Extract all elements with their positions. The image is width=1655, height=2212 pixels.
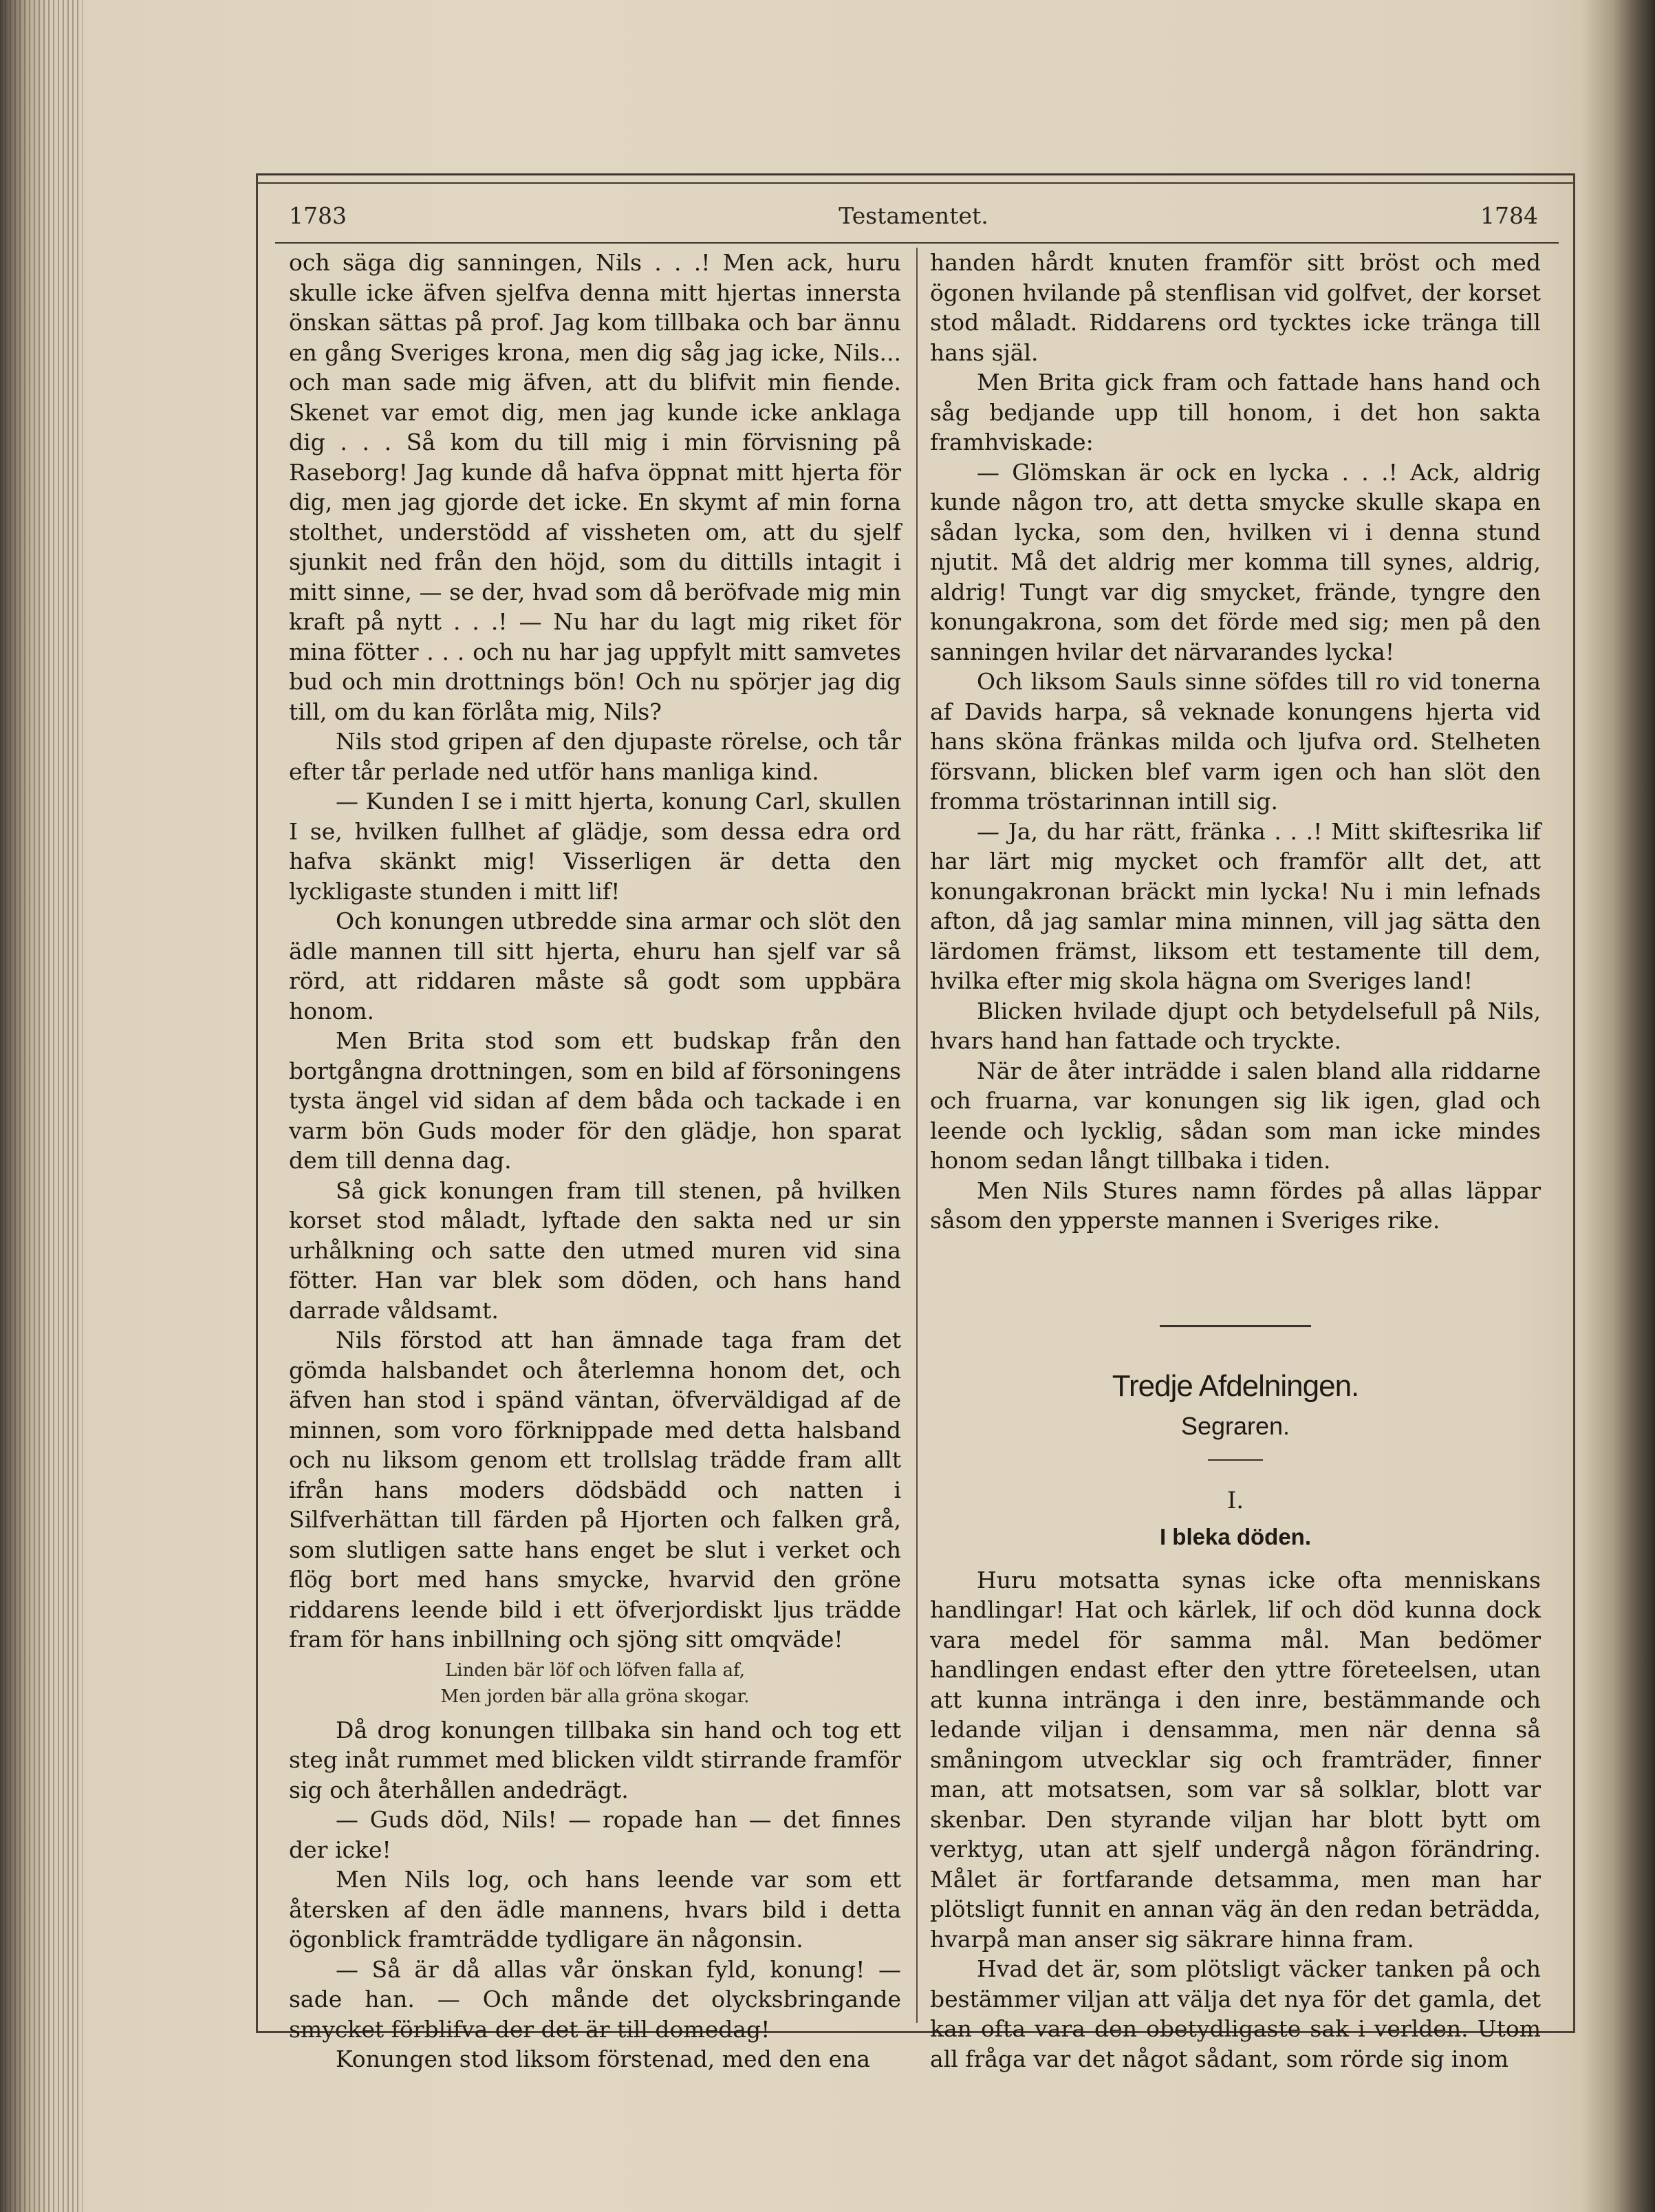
right-column (930, 248, 1541, 2072)
paragraph: Konungen stod liksom förstenad, med den ena (336, 2045, 871, 2072)
paragraph: Huru motsatta synas icke ofta menniskans handlingar! Hat och kärlek, lif och död kunna dock vara medel för samma mål. Man bedömer handlingen endast efter den yttre företeelsen, utan att kunna intränga i den inre, bestämmande och ledande viljan i densamma, men när denna så småningom utvecklar sig och framträder, finner man, att motsatsen, som var så solklar, blott var skenbar. Den styrande viljan har blott bytt om verktyg, utan att sjelf undergå någon förändring. Målet är fortfarande detsamma, men man har plötsligt funnit en annan väg än den redan beträdda, hvarpå man anser sig säkrare hinna fram. (930, 1566, 1541, 1953)
paragraph: Och konungen utbredde sina armar och slöt den ädle mannen till sitt hjerta, ehuru han sjelf var så rörd, att riddaren måste så godt som uppbära honom. (289, 908, 901, 1024)
paragraph: Blicken hvilade djupt och betydelsefull på Nils, hvars hand han fattade och tryckte. (930, 997, 1541, 1054)
paragraph: — Ja, du har rätt, fränka . . .! Mitt skiftesrika lif har lärt mig mycket och framför allt det, att konungakronan bräckt min lycka! Nu i min lefnads afton, då jag samlar mina minnen, vill jag sätta den lärdomen främst, liksom ett testamente till dem, hvilka efter mig skola hägna om Sveriges land! (930, 817, 1541, 994)
header-rule (275, 242, 1559, 244)
paragraph: — Så är då allas vår önskan fyld, konung! — sade han. — Och månde det olycksbringande smycket förblifva der det är till domedag! (289, 1955, 901, 2043)
paragraph: — Guds död, Nils! — ropade han — det finnes der icke! (289, 1806, 901, 1863)
paragraph: När de åter inträdde i salen bland alla riddarne och fruarna, var konungen sig lik igen, glad och leende och lycklig, sådan som man icke mindes honom sedan långt tillbaka i tiden. (930, 1057, 1541, 1174)
paragraph: Men Nils log, och hans leende var som ett återsken af den ädle mannens, hvars bild i detta ögonblick framträdde tydligare än någonsin. (289, 1866, 901, 1953)
column-divider (916, 248, 918, 2023)
short-separator-rule (1208, 1459, 1263, 1461)
paragraph: Och liksom Sauls sinne söfdes till ro vid tonerna af Davids harpa, så veknade konungens hjerta vid hans sköna fränkas milda och ljufva ord. Stelheten försvann, blicken blef varm igen och han slöt den fromma tröstarinnan intill sig. (930, 668, 1541, 815)
section-subtitle: Segraren. (1180, 1411, 1290, 1440)
paragraph: Då drog konungen tillbaka sin hand och tog ett steg inåt rummet med blicken vildt stirrande framför sig och återhållen andedrägt. (289, 1716, 901, 1803)
section-separator-rule (1160, 1325, 1311, 1327)
paragraph: Nils stod gripen af den djupaste rörelse, och tår efter tår perlade ned utför hans manliga kind. (289, 728, 901, 785)
paragraph: Så gick konungen fram till stenen, på hvilken korset stod måladt, lyftade den sakta ned ur sin urhålkning och satte den utmed muren vid sina fötter. Han var blek som döden, och hans hand darrade våldsamt. (289, 1177, 901, 1324)
paragraph: handen hårdt knuten framför sitt bröst och med ögonen hvilande på stenflisan vid golfvet, der korset stod måladt. Riddarens ord tycktes icke tränga till hans själ. (930, 249, 1541, 366)
left-column (289, 248, 901, 2072)
paragraph: och säga dig sanningen, Nils . . .! Men ack, huru skulle icke äfven sjelfva denna mitt hjertas innersta önskan sättas på prof. Jag kom tillbaka och bar ännu en gång Sveriges krona, men dig såg jag icke, Nils... och man sade mig äfven, att du blifvit min fiende. Skenet var emot dig, men jag kunde icke anklaga dig . . . Så kom du till mig i min förvisning på Raseborg! Jag kunde då hafva öppnat mitt hjerta för dig, men jag gjorde det icke. En skymt af min forna stolthet, understödd af vissheten om, att du sjelf sjunkit ned från den höjd, som du dittills intagit i mitt sinne, — se der, hvad som då beröfvade mig min kraft på nytt . . .! — Nu har du lagt mig riket för mina fötter . . . och nu har jag uppfylt mitt samvetes bud och min drottnings bön! Och nu spörjer jag dig till, om du kan förlåta mig, Nils? (289, 249, 901, 725)
paragraph: Hvad det är, som plötsligt väcker tanken på och bestämmer viljan att välja det nya för det gamla, det kan ofta vara den obetydligaste sak i verlden. Utom all fråga var det något sådant, som rörde sig inom (930, 1955, 1541, 2072)
running-title: Testamentet. (839, 202, 988, 229)
left-page-number: 1783 (289, 202, 347, 229)
section-title: Tredje Afdelningen. (1112, 1368, 1359, 1403)
paragraph: Men Nils Stures namn fördes på allas läppar såsom den ypperste mannen i Sveriges rike. (930, 1177, 1541, 1234)
paragraph: Men Brita gick fram och fattade hans hand och såg bedjande upp till honom, i det hon sakta framhviskade: (930, 369, 1541, 455)
chapter-title: I bleka döden. (1159, 1523, 1312, 1549)
paragraph: — Kunden I se i mitt hjerta, konung Carl, skullen I se, hvilken fullhet af glädje, som dessa edra ord hafva skänkt mig! Visserligen är detta den lyckligaste stunden i mitt lif! (289, 788, 901, 905)
chapter-number: I. (1226, 1486, 1244, 1514)
book-spine-edge (0, 0, 83, 2212)
paragraph: — Glömskan är ock en lycka . . .! Ack, aldrig kunde någon tro, att detta smycke skulle skapa en sådan lycka, som den, hvilken vi i denna stund njutit. Må det aldrig mer komma till synes, aldrig, aldrig! Tungt var dig smycket, frände, tyngre den konungakrona, som det förde med sig; men på den sanningen hvilar det närvarandes lycka! (930, 458, 1541, 665)
poem-line: Linden bär löf och löfven falla af, (445, 1660, 745, 1681)
poem-quote (289, 1657, 901, 1710)
paragraph: Nils förstod att han ämnade taga fram det gömda halsbandet och återlemna honom det, och äfven han stod i spänd väntan, öfverväldigad af de minnen, som voro förknippade med detta halsband och nu liksom genom ett trollslag trädde fram allt ifrån hans moders dödsbädd och natten i Silfverhättan till färden på Hjorten och falken grå, som slutligen satte hans enget be slut i verket och flög bort med hans smycke, hvarvid den gröne riddarens leende bild i ett öfverjordiskt ljus trädde fram för hans inbillning och sjöng sitt omqväde! (289, 1327, 901, 1653)
running-header (289, 202, 1538, 237)
paragraph: Men Brita stod som ett budskap från den bortgångna drottningen, som en bild af försoningens tysta ängel vid sidan af dem båda och tackade i en varm bön Guds moder för den glädje, hon sparat dem till denna dag. (289, 1027, 901, 1174)
right-page-number: 1784 (1480, 202, 1538, 229)
poem-line: Men jorden bär alla gröna skogar. (440, 1686, 750, 1707)
